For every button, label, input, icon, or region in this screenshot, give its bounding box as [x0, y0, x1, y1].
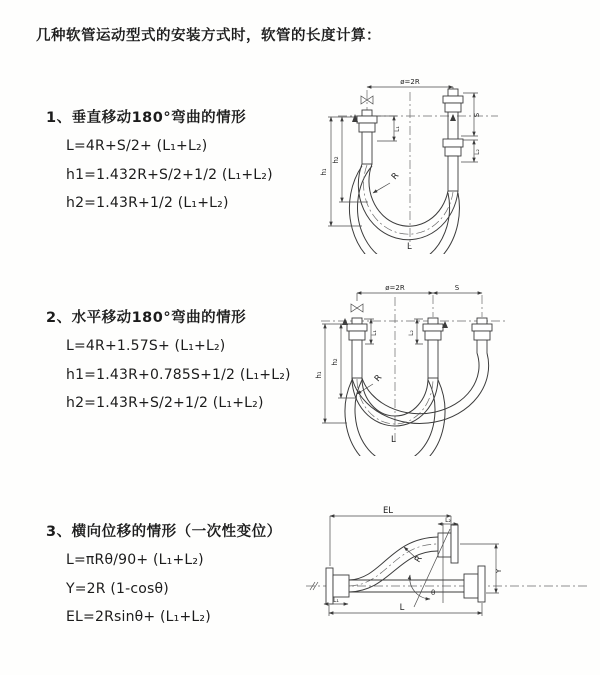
formula-line: Y=2R (1-cosθ) [66, 580, 169, 597]
diagram-lateral-displacement [298, 503, 598, 648]
dim-label-width: ø=2R [385, 284, 405, 292]
middle-fitting [423, 318, 443, 378]
dim-label-l2: L₂ [474, 149, 481, 155]
section-3-formulas [66, 546, 211, 632]
right-fitting [443, 89, 463, 191]
dim-label-l1: L₁ [371, 330, 378, 336]
dim-label-s: S [454, 284, 460, 292]
formula-line: L=4R+S/2+ (L₁+L₂) [66, 138, 208, 154]
diagram-vertical-180-bend [310, 74, 570, 254]
braided-hose-section [428, 340, 438, 378]
dim-label-y: Y [495, 568, 503, 574]
dim-label-h2: h₂ [331, 358, 339, 366]
formula-line: h1=1.43R+0.785S+1/2 (L₁+L₂) [66, 366, 291, 383]
dim-label-s: S [473, 112, 481, 118]
braided-hose-section [362, 132, 372, 164]
braided-hose-section [352, 340, 362, 378]
formula-line: h1=1.432R+S/2+1/2 (L₁+L₂) [66, 166, 273, 183]
displaced-end-fitting [438, 525, 458, 563]
length-label: L [391, 435, 396, 445]
dim-label-width: ø=2R [400, 78, 420, 86]
formula-line: L=πRθ/90+ (L₁+L₂) [66, 552, 204, 568]
dim-label-h2: h₂ [332, 156, 340, 164]
angle-label: θ [431, 589, 436, 597]
hose-group [345, 353, 489, 456]
page-title: 几种软管运动型式的安装方式时，软管的长度计算： [36, 28, 381, 44]
braided-hose-section [448, 156, 458, 191]
dim-label-h1: h₁ [315, 371, 323, 379]
dimensions [324, 506, 503, 616]
radius-label: R [372, 372, 385, 385]
valve-icon [351, 304, 363, 312]
radius-label: R [413, 554, 425, 565]
section-3-heading: 3、横向位移的情形（一次性变位） [46, 524, 282, 540]
radius-label: R [389, 170, 402, 183]
dim-label-l1: L₁ [333, 597, 339, 604]
formula-line: L=4R+1.57S+ (L₁+L₂) [66, 338, 226, 354]
left-fitting [347, 318, 367, 378]
dim-label-l2: L₂ [445, 517, 451, 524]
length-label: L [407, 242, 412, 252]
section-2-formulas [66, 332, 291, 418]
hose-group [349, 164, 459, 254]
dim-label-l2: L₂ [408, 330, 415, 336]
section-1-formulas [66, 132, 273, 218]
left-fitting [357, 110, 377, 164]
dim-label-l1: L₁ [394, 126, 401, 132]
formula-line: EL=2Rsinθ+ (L₁+L₂) [66, 609, 211, 625]
dim-label-el: EL [382, 506, 394, 516]
original-position-pipe [349, 566, 485, 602]
section-1-heading: 1、垂直移动180°弯曲的情形 [46, 110, 247, 126]
formula-line: h2=1.43R+S/2+1/2 (L₁+L₂) [66, 395, 264, 411]
section-2-heading: 2、水平移动180°弯曲的情形 [46, 310, 247, 326]
right-fitting [472, 318, 492, 353]
diagram-horizontal-180-bend [305, 281, 600, 456]
dim-label-h1: h₁ [320, 168, 328, 176]
formula-line: h2=1.43R+1/2 (L₁+L₂) [66, 195, 229, 211]
dim-label-l: L [399, 603, 405, 613]
